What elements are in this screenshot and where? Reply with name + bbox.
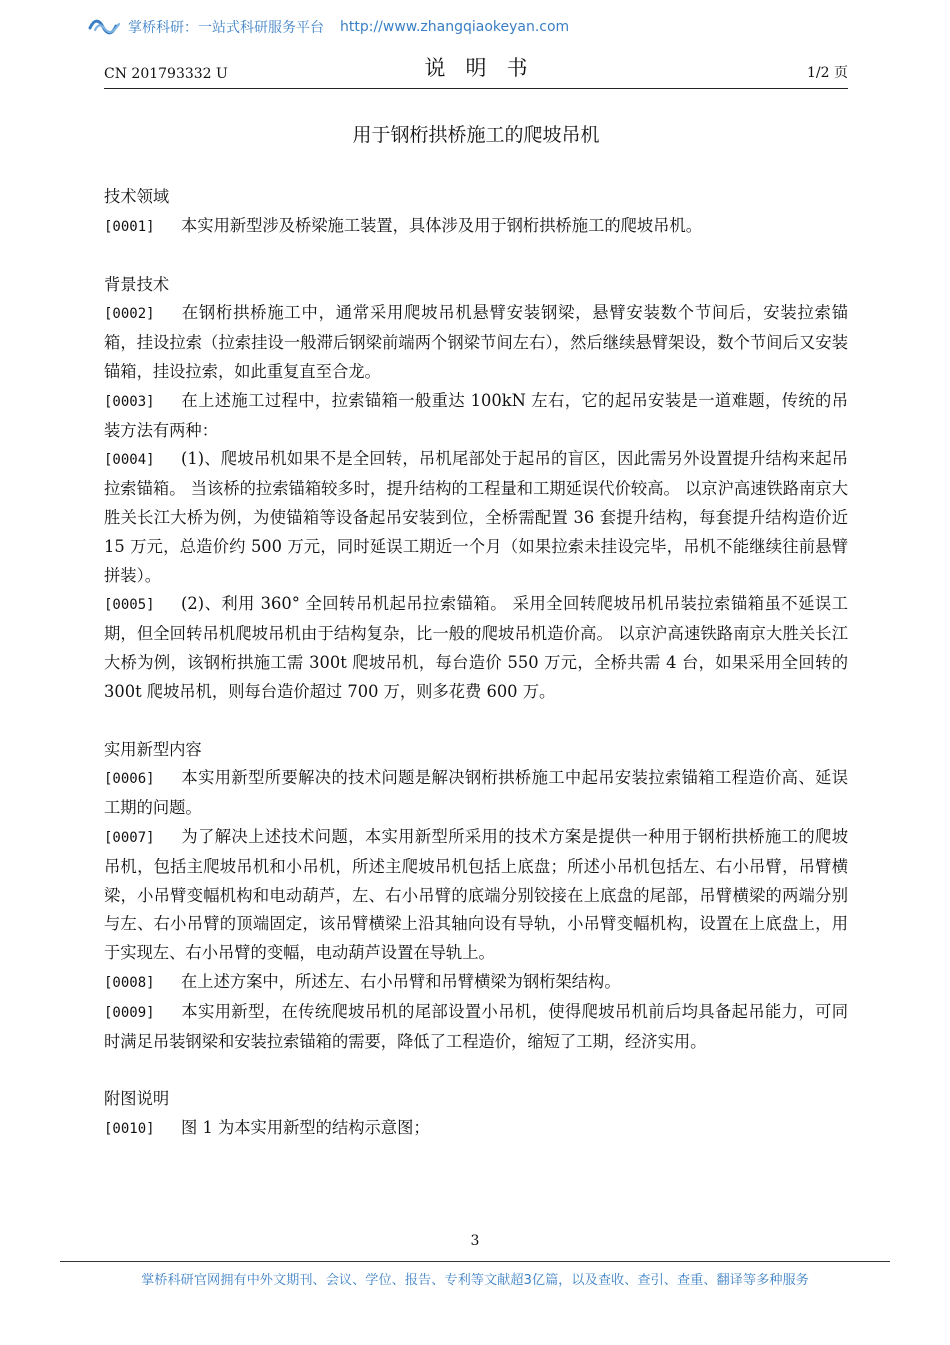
section-heading-figures: 附图说明 [104, 1089, 170, 1109]
wave-logo-icon [88, 15, 122, 39]
paragraph [104, 823, 848, 968]
paragraph [104, 212, 848, 242]
site-banner [88, 14, 569, 40]
section-heading-background: 背景技术 [104, 274, 170, 294]
paragraph-text: 本实用新型，在传统爬坡吊机的尾部设置小吊机，使得爬坡吊机前后均具备起吊能力，可同时满足吊装钢梁和安装拉索锚箱的需要，降低了工程造价，缩短了工期，经济实用。 [104, 1001, 848, 1051]
paragraph-number: [0002] [104, 306, 155, 323]
page-title: 用于钢桁拱桥施工的爬坡吊机 [352, 124, 600, 146]
paragraph [104, 445, 848, 590]
page-number: 3 [470, 1233, 480, 1249]
paragraph-number: [0007] [104, 829, 155, 846]
footer-notice: 掌桥科研官网拥有中外文期刊、会议、学位、报告、专利等文献超3亿篇，以及查收、查引、查重、翻译等多种服务 [141, 1273, 809, 1288]
section-heading-tech-field: 技术领域 [104, 187, 170, 206]
paragraph-number: [0006] [104, 771, 155, 788]
publication-number: CN 201793332 U [104, 66, 228, 82]
paragraph [104, 387, 848, 446]
section-heading-content: 实用新型内容 [104, 739, 202, 759]
paragraph-number: [0008] [104, 974, 155, 991]
document-type: 说明书 [424, 56, 548, 80]
paragraph-text: 在钢桁拱桥施工中，通常采用爬坡吊机悬臂安装钢梁，悬臂安装数个节间后，安装拉索锚箱，挂设拉索（拉索挂设一般滞后钢梁前端两个钢梁节间左右），然后继续悬臂架设，数个节间后又安装锚箱，挂设拉索，如此重复直至合龙。 [104, 303, 848, 381]
paragraph-number: [0009] [104, 1004, 155, 1021]
paragraph-text: (1)、爬坡吊机如果不是全回转，吊机尾部处于起吊的盲区，因此需另外设置提升结构来起吊拉索锚箱。 当该桥的拉索锚箱较多时，提升结构的工程量和工期延误代价较高。 以京沪高速铁路南京大胜关长江大桥为例，为使锚箱等设备起吊安装到位，全桥需配置 36 套提升结构，每套提升结构造价近 15 万元，总造价约 500 万元，同时延误工期近一个月（如果拉索未挂设完毕，吊机不能继续往前悬臂拼装）。 [104, 449, 848, 585]
paragraph [104, 764, 848, 823]
footer-divider [60, 1261, 890, 1262]
paragraph-number: [0005] [104, 597, 155, 614]
paragraph-text: (2)、利用 360° 全回转吊机起吊拉索锚箱。 采用全回转爬坡吊机吊装拉索锚箱虽不延误工期，但全回转吊机爬坡吊机由于结构复杂，比一般的爬坡吊机造价高。 以京沪高速铁路南京大胜关长江大桥为例，该钢桁拱施工需 300t 爬坡吊机，每台造价 550 万元，全桥共需 4 台，如果采用全回转的 300t 爬坡吊机，则每台造价超过 700 万，则多花费 600 万。 [104, 594, 848, 701]
paragraph-text: 本实用新型所要解决的技术问题是解决钢桁拱桥施工中起吊安装拉索锚箱工程造价高、延误工期的问题。 [104, 768, 848, 818]
paragraph-text: 在上述施工过程中，拉索锚箱一般重达 100kN 左右，它的起吊安装是一道难题，传统的吊装方法有两种： [104, 390, 848, 440]
paragraph [104, 968, 848, 998]
banner-url-link[interactable]: http://www.zhangqiaokeyan.com [340, 19, 570, 35]
document-header [104, 54, 848, 89]
paragraph-number: [0004] [104, 452, 155, 469]
paragraph-number: [0003] [104, 393, 155, 410]
paragraph [104, 998, 848, 1057]
paragraph [104, 590, 848, 706]
paragraph [104, 299, 848, 386]
paragraph-text: 本实用新型涉及桥梁施工装置，具体涉及用于钢桁拱桥施工的爬坡吊机。 [181, 215, 703, 235]
banner-brand: 掌桥科研：一站式科研服务平台 [128, 20, 324, 36]
paragraph-number: [0010] [104, 1121, 155, 1138]
page-info: 1/2 页 [807, 65, 848, 81]
paragraph-text: 在上述方案中，所述左、右小吊臂和吊臂横梁为钢桁架结构。 [181, 971, 621, 991]
paragraph [104, 1114, 848, 1144]
document-body [104, 183, 848, 1144]
paragraph-text: 图 1 为本实用新型的结构示意图； [181, 1118, 430, 1138]
paragraph-text: 为了解决上述技术问题，本实用新型所采用的技术方案是提供一种用于钢桁拱桥施工的爬坡吊机，包括主爬坡吊机和小吊机，所述主爬坡吊机包括上底盘；所述小吊机包括左、右小吊臂，吊臂横梁，小吊臂变幅机构和电动葫芦，左、右小吊臂的底端分别铰接在上底盘的尾部，吊臂横梁的两端分别与左、右小吊臂的顶端固定，该吊臂横梁上沿其轴向设有导轨，小吊臂变幅机构，设置在上底盘上，用于实现左、右小吊臂的变幅，电动葫芦设置在导轨上。 [104, 826, 848, 963]
paragraph-number: [0001] [104, 218, 155, 235]
